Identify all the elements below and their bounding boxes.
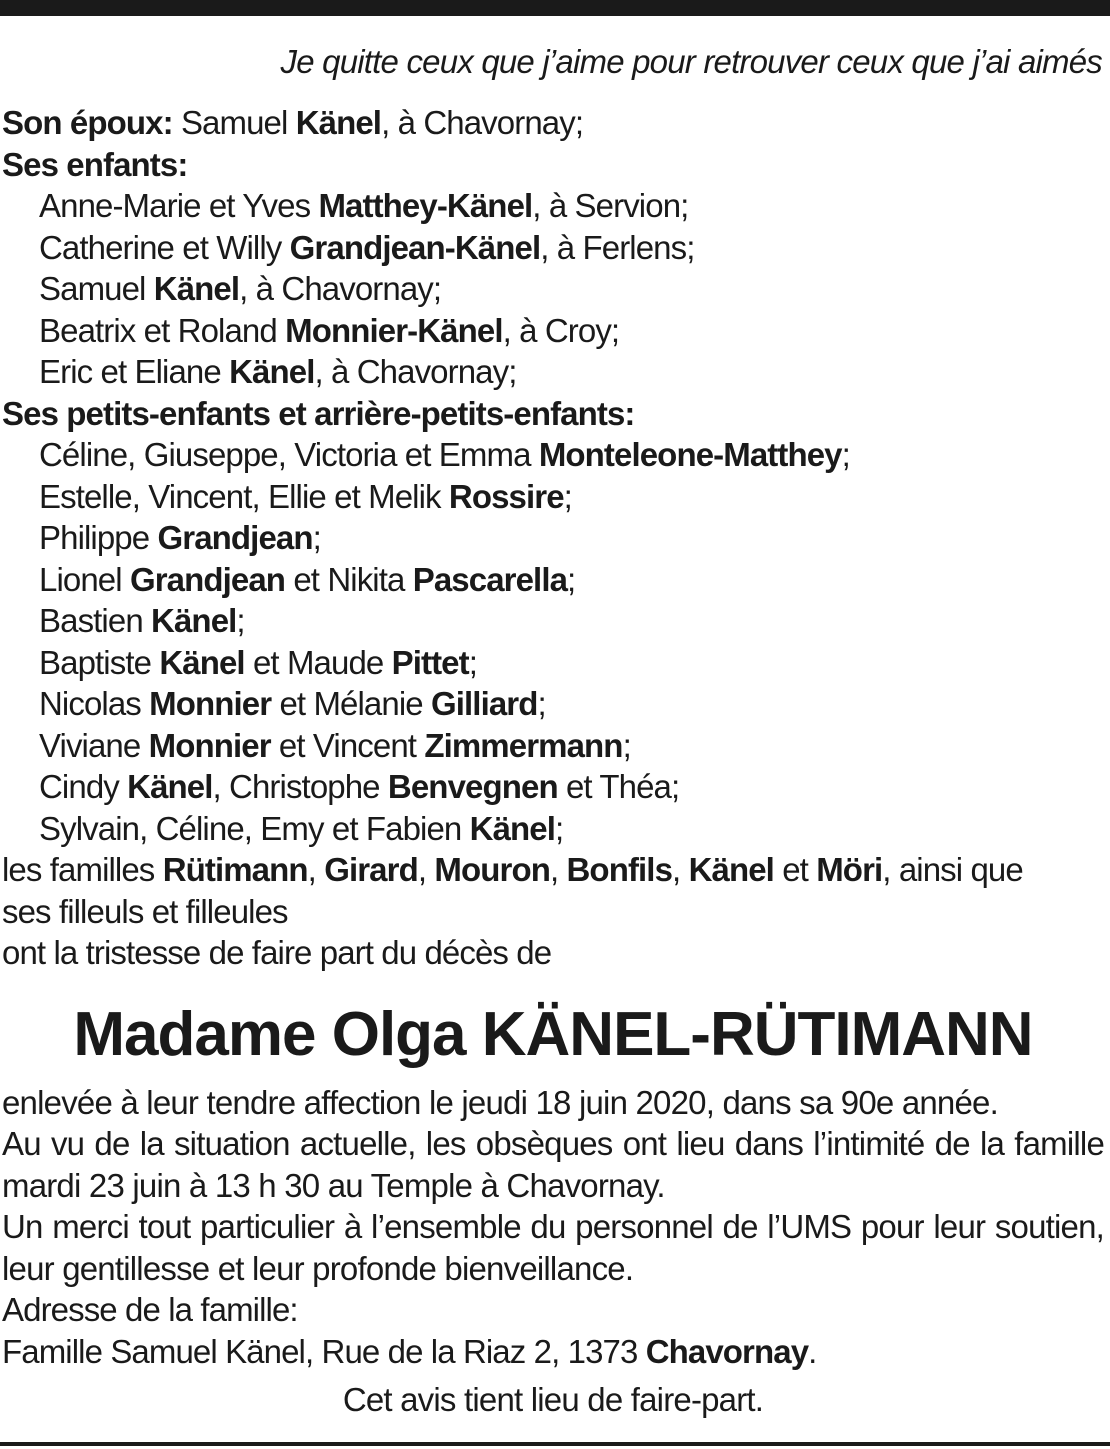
child-place: , à Croy; [502, 311, 620, 349]
text: , [417, 851, 435, 888]
child-names: Samuel [39, 270, 154, 307]
grandchild-line [2, 600, 1104, 642]
grandchild-end: ; [312, 519, 321, 556]
body-paragraph: enlevée à leur tendre affection le jeudi 18 juin 2020, dans sa 90e année. [2, 1083, 998, 1121]
grandchild-names: Lionel [39, 560, 130, 598]
grandchild-names: Bastien [39, 602, 152, 639]
grandchild-surname: Känel [159, 643, 245, 681]
address-city: Chavornay [645, 1332, 809, 1370]
children-list [2, 185, 1104, 393]
grandchild-end: ; [555, 809, 564, 847]
grandchild-surname: Monteleone-Matthey [538, 436, 842, 473]
families-line [2, 849, 1104, 891]
child-line [2, 227, 1104, 269]
grandchild-end: ; [537, 685, 546, 722]
grandchildren-list [2, 434, 1104, 849]
grandchild-surname: Känel [127, 768, 213, 805]
epigraph-quote: Je quitte ceux que j’aime pour retrouver ceux que j’ai aimés [280, 43, 1102, 80]
child-names: Beatrix et Roland [39, 311, 286, 349]
family-name: Känel [688, 851, 774, 888]
grandchild-join: et Vincent [270, 726, 425, 764]
obituary-notice [2, 40, 1104, 1422]
grandchild-join: et Maude [244, 643, 392, 681]
child-line [2, 351, 1104, 393]
grandchild-end: ; [563, 477, 572, 515]
text: , ainsi que [882, 851, 1023, 888]
text: , [307, 851, 325, 888]
child-surname: Känel [229, 353, 315, 390]
grandchild-partner-surname: Gilliard [431, 685, 538, 722]
grandchild-end: ; [468, 643, 478, 681]
body-paragraph: Un merci tout particulier à l’ensemble du personnel de l’UMS pour leur soutien, leur gentillesse et leur profonde bienveillance. [2, 1208, 1104, 1287]
grandchild-end: et Théa; [557, 768, 680, 805]
grandchild-surname: Rossire [448, 477, 564, 515]
child-names: Catherine et Willy [39, 228, 290, 266]
grandchild-surname: Grandjean [157, 519, 313, 556]
child-names: Anne-Marie et Yves [39, 187, 319, 224]
family-name: Möri [816, 851, 883, 888]
body-paragraph: Au vu de la situation actuelle, les obsèques ont lieu dans l’intimité de la famille mardi 23 juin à 13 h 30 au Temple à Chavornay. [2, 1125, 1104, 1204]
child-surname: Känel [153, 270, 240, 307]
child-place: , à Chavornay; [239, 270, 442, 307]
grandchild-surname: Känel [151, 602, 237, 639]
family-name: Bonfils [566, 851, 673, 888]
godchildren-line: ses filleuls et filleules [2, 892, 288, 930]
closing-note: Cet avis tient lieu de faire-part. [342, 1381, 764, 1418]
child-place: , à Chavornay; [314, 353, 517, 390]
grandchild-join: et Mélanie [271, 685, 431, 722]
child-place: , à Ferlens; [540, 228, 695, 266]
child-line [2, 310, 1104, 352]
grandchild-names: Nicolas [39, 685, 150, 722]
grandchild-line [2, 476, 1104, 518]
grandchild-line [2, 559, 1104, 601]
text: , [549, 851, 567, 888]
grandchild-line [2, 683, 1104, 725]
grandchildren-label: Ses petits-enfants et arrière-petits-enfants: [2, 394, 635, 432]
text: et [773, 851, 817, 888]
spouse-last: Känel [295, 104, 382, 141]
grandchild-names: Philippe [39, 519, 158, 556]
grandchild-end: ; [567, 560, 576, 598]
grandchild-surname: Känel [469, 809, 556, 847]
grandchild-names: Viviane [39, 726, 149, 764]
family-name: Girard [324, 851, 418, 888]
child-surname: Matthey-Känel [318, 187, 533, 224]
children-label: Ses enfants: [2, 145, 188, 183]
text: , [672, 851, 689, 888]
grandchild-line [2, 517, 1104, 559]
grandchild-line [2, 642, 1104, 684]
grandchild-line [2, 766, 1104, 808]
grandchild-names: Céline, Giuseppe, Victoria et Emma [39, 436, 539, 473]
grandchild-line [2, 434, 1104, 476]
grandchild-end: ; [236, 602, 245, 639]
child-surname: Grandjean-Känel [289, 228, 541, 266]
family-name: Mouron [434, 851, 550, 888]
grandchild-line [2, 808, 1104, 850]
grandchild-line [2, 725, 1104, 767]
spouse-label: Son époux: [2, 104, 173, 141]
announce-line: ont la tristesse de faire part du décès de [2, 934, 552, 971]
address-text: Famille Samuel Känel, Rue de la Riaz 2, 1373 [2, 1332, 646, 1370]
address-label: Adresse de la famille: [2, 1291, 298, 1328]
spouse-first: Samuel [172, 104, 296, 141]
child-line [2, 268, 1104, 310]
bottom-rule [0, 1442, 1110, 1446]
grandchild-partner-surname: Zimmermann [424, 726, 623, 764]
deceased-name: Madame Olga KÄNEL-RÜTIMANN [73, 999, 1033, 1069]
grandchild-names: Baptiste [39, 643, 160, 681]
grandchild-partner-surname: Benvegnen [387, 768, 558, 805]
family-name: Rütimann [162, 851, 308, 888]
top-rule [0, 0, 1110, 16]
grandchild-partner-surname: Pascarella [412, 560, 568, 598]
address-end: . [808, 1332, 817, 1370]
spouse-line [2, 102, 1104, 144]
grandchild-join: , Christophe [212, 768, 388, 805]
grandchild-join: et Nikita [285, 560, 413, 598]
grandchild-surname: Grandjean [129, 560, 286, 598]
grandchild-end: ; [841, 436, 850, 473]
text: les familles [2, 851, 163, 888]
address-line [2, 1331, 1104, 1373]
grandchild-surname: Monnier [149, 685, 272, 722]
grandchild-surname: Monnier [148, 726, 271, 764]
child-surname: Monnier-Känel [285, 311, 503, 349]
child-place: , à Servion; [532, 187, 689, 224]
grandchild-names: Sylvain, Céline, Emy et Fabien [39, 809, 470, 847]
child-line [2, 185, 1104, 227]
grandchild-partner-surname: Pittet [391, 643, 469, 681]
grandchild-names: Estelle, Vincent, Ellie et Melik [39, 477, 449, 515]
child-names: Eric et Eliane [39, 353, 230, 390]
grandchild-end: ; [622, 726, 631, 764]
grandchild-names: Cindy [39, 768, 128, 805]
spouse-place: , à Chavornay; [381, 104, 584, 141]
